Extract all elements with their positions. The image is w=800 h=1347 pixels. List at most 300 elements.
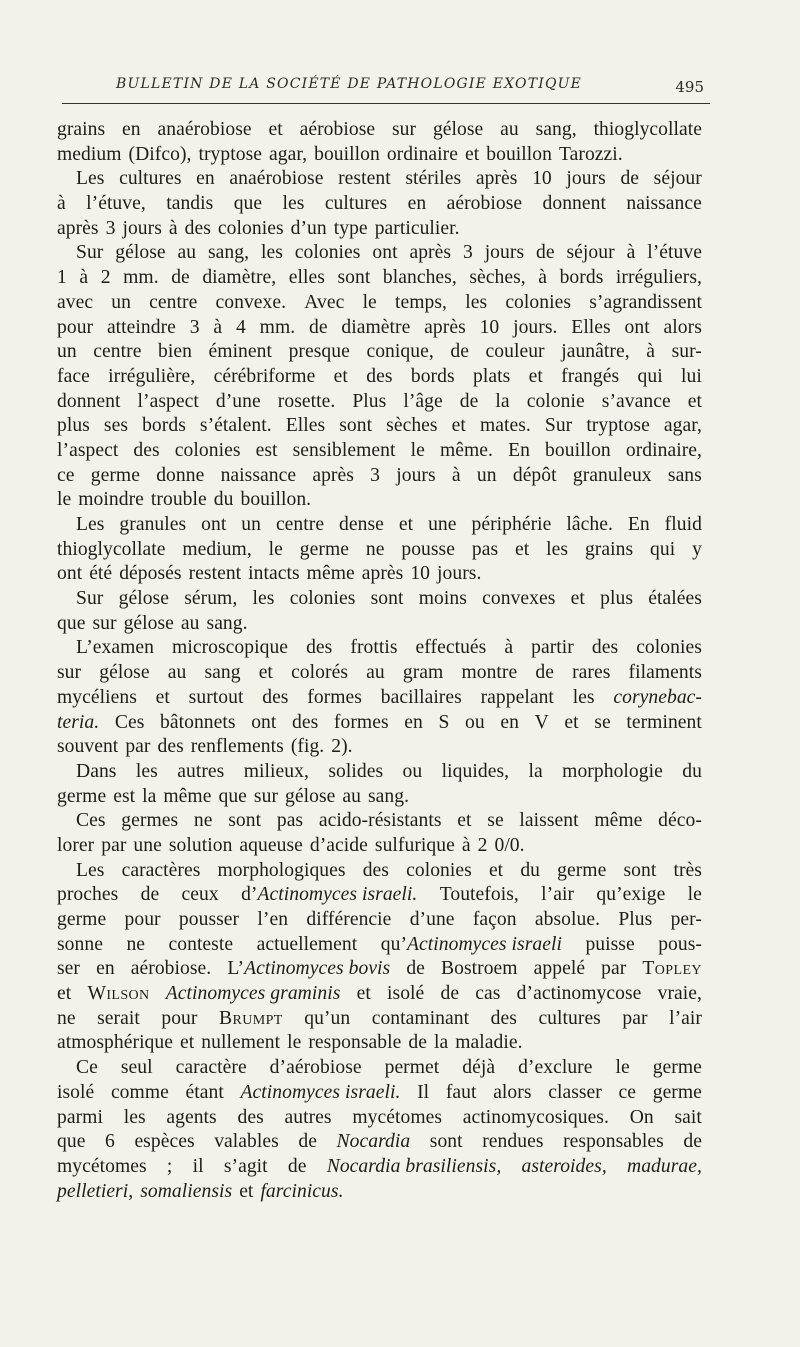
word: et	[488, 859, 504, 881]
word: la	[495, 390, 510, 412]
word: 10	[479, 316, 500, 338]
word: madurae,	[627, 1155, 702, 1177]
word: jours	[484, 242, 525, 264]
word: classer	[548, 1081, 602, 1103]
word: et	[528, 365, 543, 387]
word: un	[57, 341, 77, 363]
word: pas	[471, 538, 499, 560]
word: germe	[557, 859, 607, 881]
word: agents	[166, 1106, 217, 1128]
word: temps,	[395, 291, 448, 313]
word: qui	[650, 538, 676, 560]
word: après	[361, 563, 404, 585]
word: thioglycollate	[593, 119, 702, 140]
word: d’	[241, 884, 258, 906]
word: l’air	[669, 1007, 702, 1029]
text-line	[57, 1031, 702, 1056]
word: naissance	[626, 193, 702, 215]
word: à	[538, 267, 548, 289]
word: de	[408, 1032, 427, 1054]
word: Ces	[76, 810, 106, 832]
word: jours	[122, 217, 162, 239]
word: sèches	[386, 415, 438, 437]
word: Les	[76, 168, 105, 190]
word: après	[57, 217, 99, 239]
word: ;	[166, 1155, 173, 1177]
word: qu’exige	[596, 884, 666, 906]
word: rendues	[482, 1131, 544, 1153]
word: après	[312, 464, 354, 486]
word: différencie	[306, 909, 392, 930]
word: ont	[57, 563, 83, 585]
word: il	[192, 1155, 204, 1177]
paragraph	[57, 587, 702, 636]
word: en	[196, 168, 215, 190]
word: bouillon	[486, 143, 552, 165]
word: et	[155, 686, 170, 708]
word: (Difco),	[128, 143, 192, 165]
word: seul	[120, 1057, 153, 1079]
word: nullement	[201, 1032, 281, 1054]
word: 3	[189, 316, 200, 338]
word: séjour	[566, 242, 615, 264]
word: gélose	[118, 588, 169, 610]
word: des	[262, 686, 289, 708]
word: et	[457, 810, 472, 832]
word: d’une	[409, 909, 455, 930]
word: du	[213, 489, 234, 511]
word: grains	[584, 538, 634, 560]
word: l’aspect	[57, 439, 119, 461]
word: sont	[228, 810, 262, 832]
word: stériles	[405, 168, 462, 190]
word: Les	[76, 859, 105, 881]
word: bouillon.	[240, 489, 312, 511]
word: qui	[637, 365, 663, 387]
word: colonies	[505, 291, 572, 313]
word: éminent	[208, 341, 272, 363]
word: 6	[105, 1131, 115, 1153]
text-line	[57, 760, 702, 785]
paragraph	[57, 241, 702, 513]
word: asteroides,	[521, 1155, 607, 1177]
word: au	[180, 612, 200, 634]
word: Actinomyces israeli.	[240, 1081, 401, 1103]
word: isolé	[57, 1081, 95, 1103]
word: un	[476, 464, 497, 486]
word: blanches,	[382, 267, 457, 289]
word: et	[451, 415, 466, 437]
word: et	[570, 588, 585, 610]
word: le	[362, 291, 377, 313]
text-line	[57, 340, 702, 365]
word: granules	[119, 514, 187, 535]
word: cultures	[119, 168, 182, 190]
word: 10	[410, 563, 431, 585]
word: le	[287, 1032, 302, 1054]
word: Bostroem	[440, 958, 518, 980]
word: de	[287, 1155, 307, 1177]
word: agar,	[269, 143, 308, 165]
word: moindre	[78, 489, 144, 511]
word: Sur	[544, 415, 573, 437]
word: des	[237, 1106, 264, 1128]
word: les	[572, 686, 595, 708]
word: microscopique	[172, 637, 289, 659]
text-line	[57, 859, 702, 884]
word: avec	[57, 291, 94, 313]
word: 3	[462, 242, 473, 264]
word: d’exclure	[518, 1057, 593, 1079]
paragraph	[57, 859, 702, 1057]
word: face	[57, 365, 90, 387]
word: que	[57, 1131, 86, 1153]
paragraph	[57, 167, 702, 241]
word: l’âge	[403, 390, 443, 412]
word: pelletieri,	[57, 1180, 134, 1202]
word: et	[268, 119, 283, 140]
word: L’examen	[76, 637, 155, 659]
word: Ces	[114, 711, 145, 733]
word: grains	[57, 119, 106, 140]
word: (fig.	[290, 736, 325, 758]
word: frangés	[561, 365, 620, 387]
word: proches	[57, 884, 119, 906]
word: d’acide	[309, 834, 368, 856]
word: ordinaire,	[625, 439, 702, 461]
text-line	[57, 1007, 702, 1032]
word: aqueuse	[239, 834, 303, 856]
word: bouillon	[314, 143, 380, 165]
word: les	[260, 242, 283, 264]
word: conteste	[168, 933, 234, 955]
word: sur	[57, 662, 82, 684]
text-line	[57, 735, 702, 760]
word: parmi	[57, 1106, 103, 1128]
text-line	[57, 266, 702, 291]
word: Nocardia brasiliensis,	[326, 1155, 502, 1177]
word: cultures	[538, 1007, 601, 1029]
word: type	[333, 217, 368, 239]
word: caractère	[175, 1057, 247, 1079]
word: 2	[477, 834, 488, 856]
word: l’aspect	[137, 390, 199, 412]
word: L’	[227, 958, 245, 980]
word: Il	[417, 1081, 430, 1103]
word: par	[601, 958, 627, 980]
word: solution	[168, 834, 233, 856]
word: les	[135, 760, 158, 782]
word: même.	[439, 439, 493, 461]
word: l’étuve	[647, 242, 702, 264]
word: effectués	[415, 637, 487, 659]
word: à	[461, 834, 471, 856]
word: morphologie	[562, 760, 663, 782]
word: de	[298, 1131, 317, 1153]
text-line	[57, 1180, 702, 1205]
text-line	[57, 365, 702, 390]
text-line	[57, 192, 702, 217]
word: au	[500, 119, 519, 140]
word: pour	[161, 1007, 198, 1029]
word: y	[692, 538, 702, 560]
word: serait	[97, 1007, 140, 1029]
word: de	[459, 390, 479, 412]
word: per-	[670, 909, 702, 930]
word: ses	[103, 415, 129, 437]
word: étant	[185, 1081, 224, 1103]
word: autres	[284, 1106, 332, 1128]
word: en	[407, 193, 427, 215]
word: du	[520, 859, 541, 881]
word: ont	[624, 316, 650, 338]
word: à	[213, 316, 223, 338]
text-line	[57, 612, 702, 637]
word: diamètre	[341, 316, 411, 338]
word: gélose	[285, 785, 336, 807]
paragraph	[57, 760, 702, 809]
word: actuellement	[256, 933, 358, 955]
word: bien	[158, 341, 192, 363]
word: de	[309, 316, 328, 338]
word: actinomycosiques.	[462, 1106, 609, 1128]
word: pas	[276, 810, 304, 832]
text-line	[57, 809, 702, 834]
word: maladie.	[455, 1032, 523, 1054]
word: après	[475, 168, 518, 190]
text-line	[57, 636, 702, 661]
word: qu’un	[304, 1007, 351, 1029]
word: Plus	[618, 909, 653, 930]
word: Actinomyces graminis	[165, 983, 341, 1005]
word: valables	[214, 1131, 279, 1153]
word: et	[57, 983, 72, 1005]
word: Sur	[76, 588, 104, 610]
word: des	[591, 637, 619, 659]
word: medium	[57, 143, 122, 165]
word: sont	[339, 415, 373, 437]
word: particulier.	[374, 217, 460, 239]
word: mates.	[479, 415, 531, 437]
word: et	[333, 365, 348, 387]
word: appelé	[533, 958, 586, 980]
text-line	[57, 488, 702, 513]
word: la	[142, 785, 157, 807]
word: Dans	[76, 760, 117, 782]
word: Actinomyces israeli	[407, 933, 562, 955]
word-group	[381, 933, 562, 958]
word: centre	[149, 291, 198, 313]
word: de	[683, 1131, 702, 1153]
word: germe	[90, 464, 140, 486]
word: mycéliens	[57, 686, 137, 708]
word: et	[258, 662, 273, 684]
word: colonies	[217, 217, 284, 239]
word: au	[177, 242, 197, 264]
word: et	[687, 390, 702, 412]
word: responsable	[308, 1032, 402, 1054]
word: espèces	[134, 1131, 195, 1153]
word: de	[536, 242, 555, 264]
word: tryptose	[586, 415, 650, 437]
text-line	[57, 217, 702, 242]
body-text	[57, 118, 702, 1204]
word: bacillaires	[380, 686, 462, 708]
word: irrégulière,	[108, 365, 196, 387]
word: s’agrandissent	[589, 291, 702, 313]
text-line	[57, 291, 702, 316]
word: puisse	[585, 933, 635, 955]
word: gélose	[432, 119, 484, 140]
text-line	[57, 982, 702, 1007]
word: jaunâtre,	[561, 341, 630, 363]
text-line	[57, 316, 702, 341]
word: de	[535, 662, 554, 684]
word: sang.	[367, 785, 410, 807]
word: agar,	[663, 415, 702, 437]
word: à	[168, 217, 178, 239]
word-group	[227, 957, 390, 982]
word: par	[101, 834, 127, 856]
word: des	[366, 365, 393, 387]
word: Brumpt	[219, 1007, 283, 1029]
word: lui	[681, 365, 702, 387]
word-group	[241, 883, 417, 908]
word: ou	[465, 711, 485, 733]
text-line	[57, 538, 702, 563]
word: germe	[652, 1057, 702, 1079]
word: germe	[57, 909, 107, 930]
header-rule	[62, 103, 710, 104]
word: au	[366, 662, 385, 684]
word: en	[96, 958, 115, 980]
word: jours	[396, 464, 436, 486]
word: Actinomyces israeli.	[257, 884, 418, 906]
word: diamètre,	[202, 267, 277, 289]
word: les	[282, 193, 305, 215]
word: en	[122, 119, 141, 140]
word: farcinicus.	[260, 1180, 344, 1202]
word: colonies	[636, 637, 702, 659]
word: Actinomyces bovis	[244, 958, 391, 980]
word: de	[440, 983, 460, 1005]
word: sur	[253, 785, 279, 807]
page-number: 495	[675, 78, 704, 96]
word: plus	[600, 588, 634, 610]
word: colonie	[526, 390, 585, 412]
word: se	[487, 810, 504, 832]
word: Nocardia	[336, 1131, 411, 1153]
word: somaliensis	[140, 1180, 233, 1202]
word: restent	[188, 563, 242, 585]
word: de	[171, 267, 190, 289]
word: centre	[93, 341, 142, 363]
word: colonies	[289, 588, 356, 610]
text-line	[57, 414, 702, 439]
word: V	[534, 711, 549, 733]
word: 3	[105, 217, 116, 239]
word: même	[163, 785, 212, 807]
word: germe	[299, 538, 349, 560]
word: à	[504, 637, 514, 659]
word: la	[433, 1032, 449, 1054]
word: anaérobiose	[157, 119, 252, 140]
word: ont	[372, 242, 398, 264]
word: rosette.	[277, 390, 336, 412]
word: sensiblement	[292, 439, 396, 461]
word: tryptose	[198, 143, 263, 165]
word: medium,	[182, 538, 252, 560]
word: sang,	[535, 119, 577, 140]
word: étalées	[648, 588, 702, 610]
text-line	[57, 785, 702, 810]
word: bâtonnets	[160, 711, 236, 733]
word: pousse	[401, 538, 455, 560]
word: atteindre	[106, 316, 176, 338]
word: séjour	[653, 168, 702, 190]
word: aérobiose	[446, 193, 523, 215]
word: des	[306, 637, 333, 659]
word: de	[406, 958, 425, 980]
paragraph	[57, 636, 702, 759]
word: sang,	[208, 242, 250, 264]
text-line	[57, 661, 702, 686]
word: lorer	[57, 834, 95, 856]
word: En	[508, 439, 530, 461]
word: bords	[559, 267, 604, 289]
word: Tarozzi.	[558, 143, 623, 165]
word: après	[424, 316, 466, 338]
word: rappelant	[480, 686, 554, 708]
word: d’une	[215, 390, 261, 412]
word: ordinaire	[386, 143, 458, 165]
word: 2).	[331, 736, 353, 758]
word: En	[627, 514, 650, 535]
word: Elles	[571, 316, 611, 338]
word: elles	[288, 267, 325, 289]
word: teria.	[57, 711, 100, 733]
word: et	[398, 514, 414, 535]
word: 1	[57, 267, 67, 289]
word: même	[306, 563, 355, 585]
text-line	[57, 1106, 702, 1131]
word: Elles	[285, 415, 326, 437]
word: sait	[674, 1106, 702, 1128]
word: de	[140, 884, 160, 906]
paragraph	[57, 1056, 702, 1204]
word: gélose	[123, 612, 174, 634]
word: mycétomes	[57, 1155, 147, 1177]
word: 3	[370, 464, 381, 486]
word: et	[515, 538, 530, 560]
word: est	[113, 785, 136, 807]
word: sulfurique	[374, 834, 455, 856]
paragraph	[57, 118, 702, 167]
word: faut	[445, 1081, 477, 1103]
word: l’en	[257, 909, 289, 930]
word: formes	[307, 686, 362, 708]
word: pous-	[658, 933, 702, 955]
word: le	[615, 1057, 630, 1079]
text-line	[57, 241, 702, 266]
word: contaminant	[371, 1007, 470, 1029]
word: partir	[531, 637, 574, 659]
word: alors	[663, 316, 702, 338]
word: des	[292, 711, 319, 733]
running-header	[116, 72, 706, 102]
word: Toutefois,	[439, 884, 519, 906]
word: du	[682, 760, 702, 782]
